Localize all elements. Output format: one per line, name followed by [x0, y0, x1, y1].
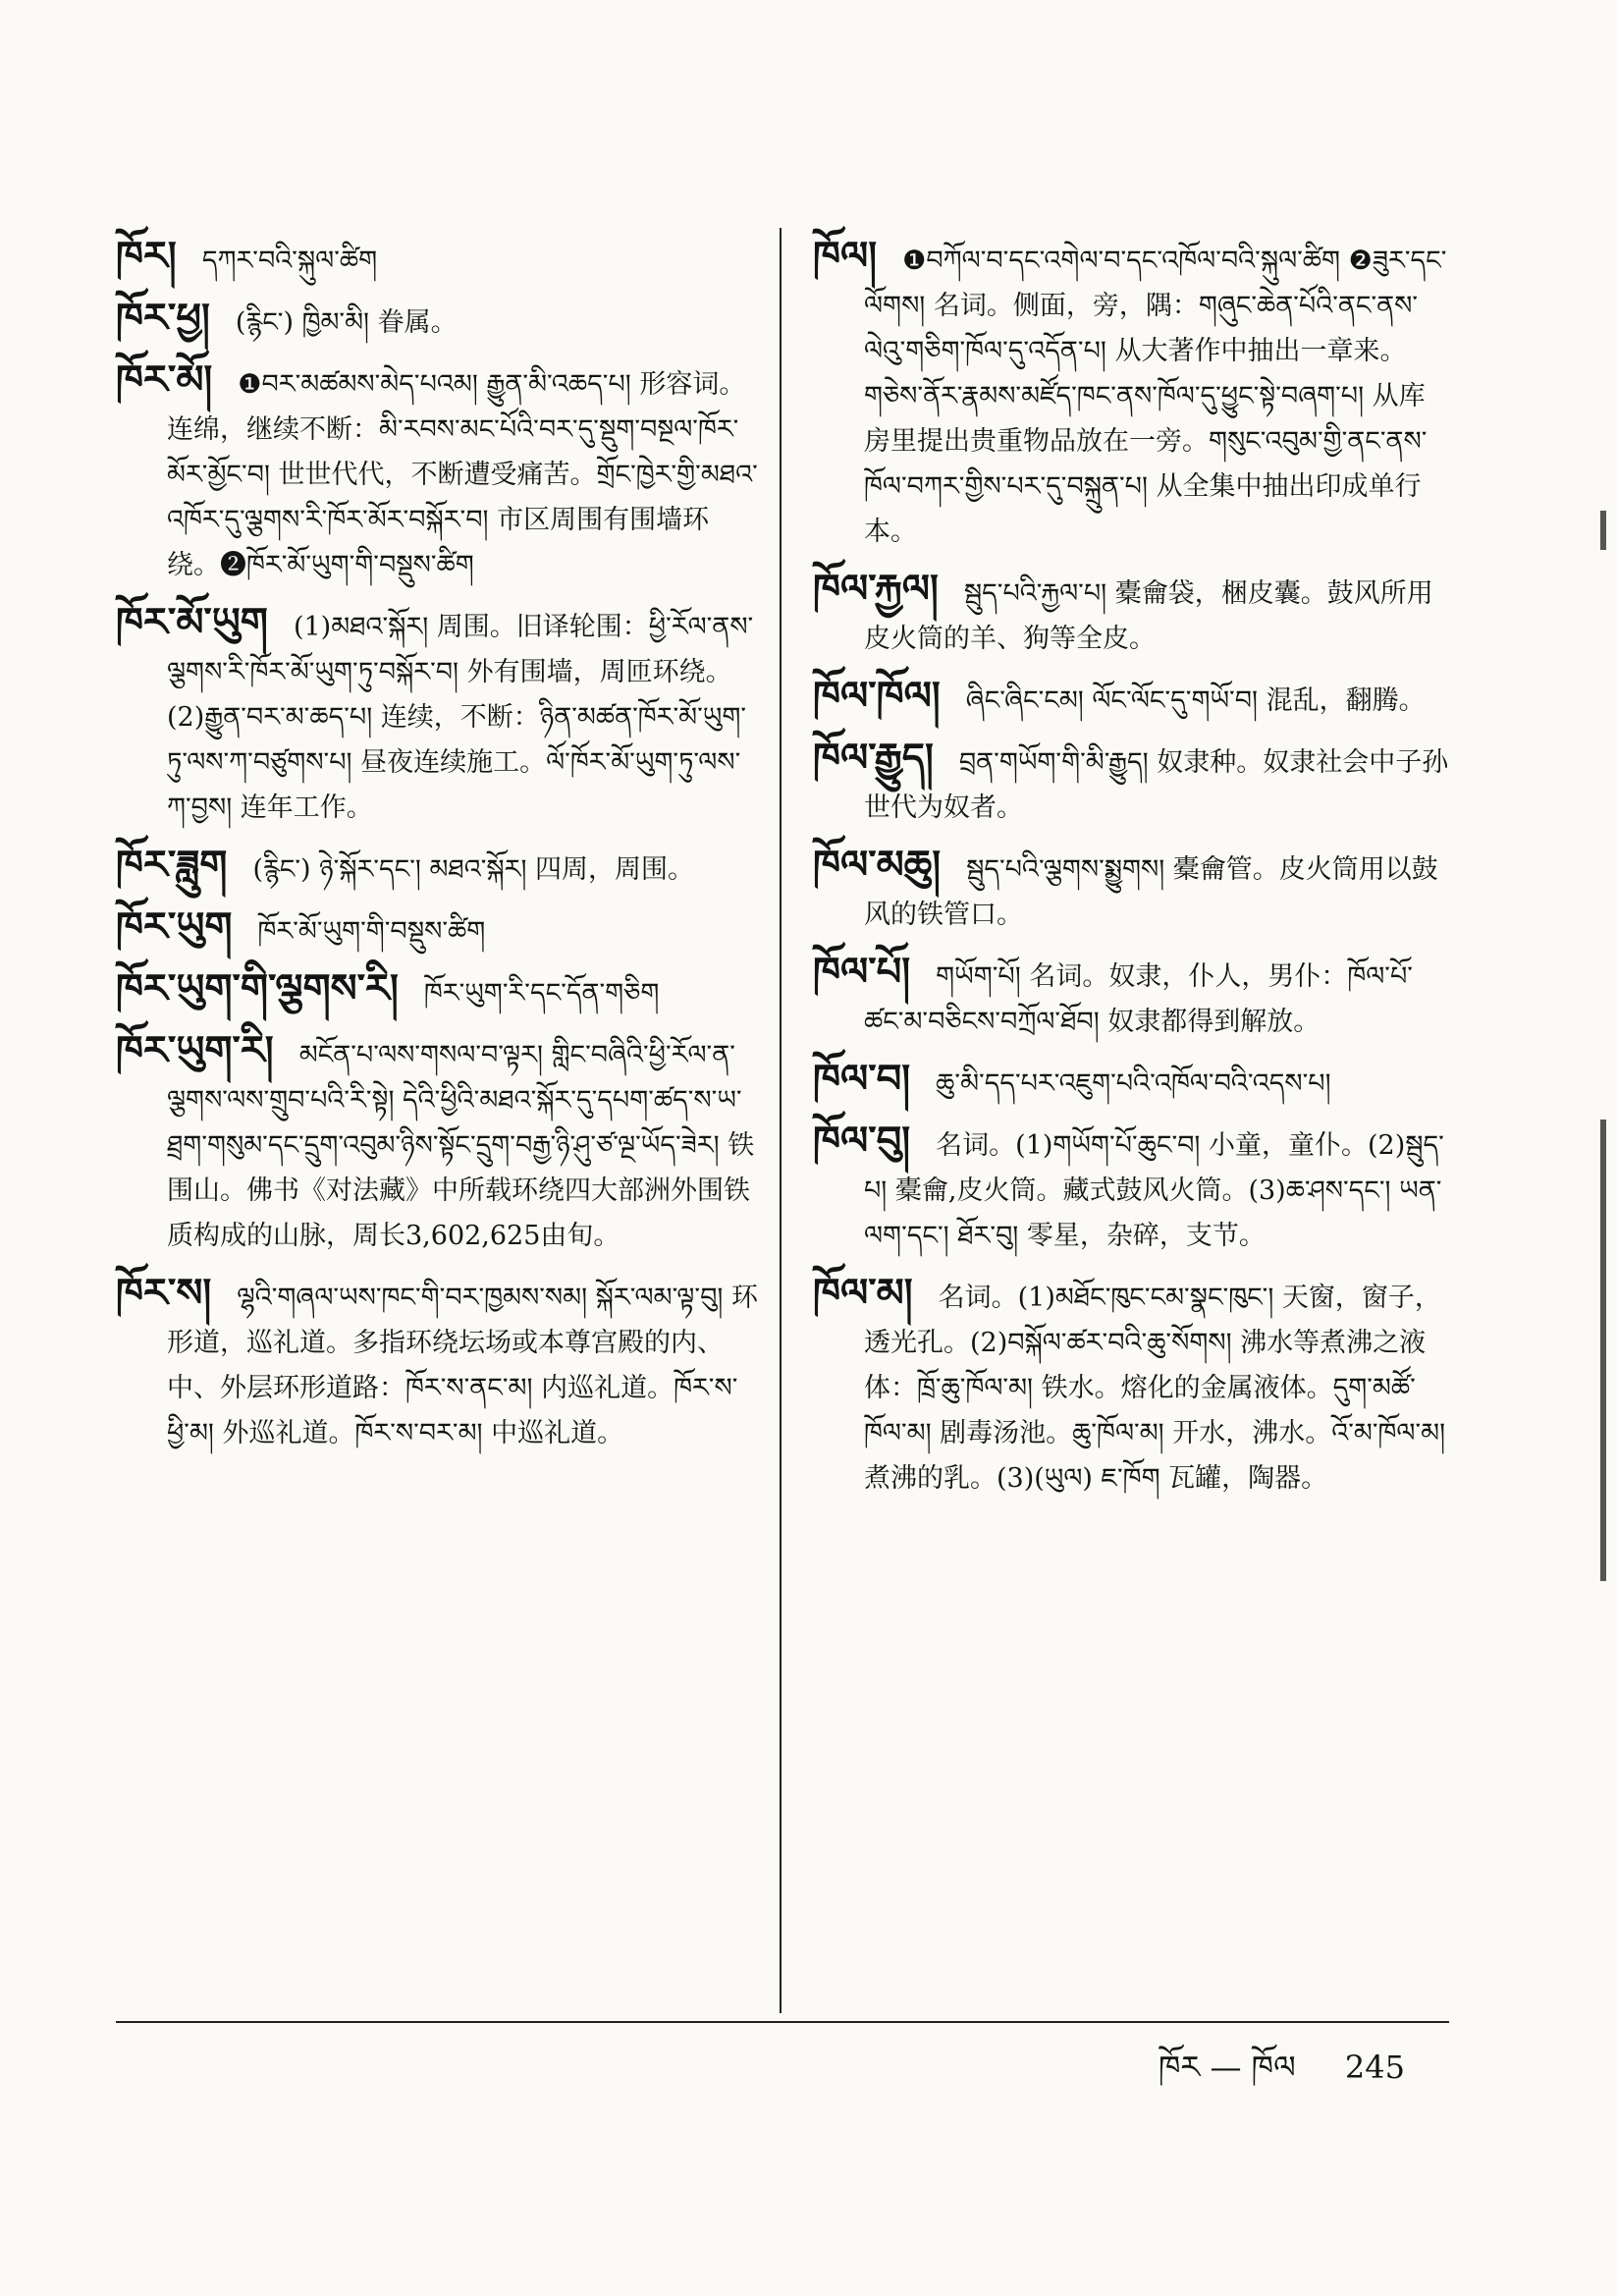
dictionary-entry — [813, 843, 1449, 938]
dictionary-entry — [116, 234, 759, 284]
dictionary-entry — [813, 950, 1449, 1045]
dictionary-entry — [116, 966, 759, 1016]
definition: ❶བར་མཚམས་མེད་པའམ། རྒྱུན་མི་འཆད་པ། 形容词。连绵，继续不断：མི་རབས་མང་པོའི་བར་དུ་སྡུག་བསྔལ་ཁོར་མོར་མྱོང་བ། 世世代代，不断遭受痛苦。གྲོང་ཁྱེར་གྱི་མཐའ་འཁོར་དུ་ལྕགས་རི་ཁོར་མོར་བསྐོར་བ། 市区周围有围墙环绕。❷ཁོར་མོ་ཡུག་གི་བསྡུས་ཚིག — [167, 369, 758, 580]
headword: ཁོར་ཟླུག — [116, 842, 228, 888]
headword: ཁོལ་མཆུ། — [813, 842, 942, 888]
dictionary-entry — [813, 1271, 1449, 1502]
definition: ❶བཀོལ་བ་དང་འགེལ་བ་དང་འཁོལ་བའི་སྐུལ་ཚིག ❷ཟུར་དང་ལོགས། 名词。侧面，旁，隅：གཞུང་ཆེན་པོའི་ནང་ནས་ལེའུ་གཅིག་ཁོལ་དུ་འདོན་པ། 从大著作中抽出一章来。གཅེས་ནོར་རྣམས་མཛོད་ཁང་ནས་ཁོལ་དུ་ཕྱུང་སྟེ་བཞག་པ། 从库房里提出贵重物品放在一旁。གསུང་འབུམ་གྱི་ནང་ནས་ཁོལ་བཀར་གྱིས་པར་དུ་བསྐྲུན་པ། 从全集中抽出印成单行本。 — [864, 246, 1447, 547]
headword: ཁོལ་པོ། — [813, 949, 911, 995]
dictionary-entry — [813, 234, 1449, 555]
column-divider — [780, 228, 782, 2013]
dictionary-entry — [813, 1057, 1449, 1107]
dictionary-entry — [116, 1028, 759, 1259]
scan-edge-mark — [1600, 1120, 1606, 1581]
definition: གཡོག་པོ། 名词。奴隶，仆人，男仆：ཁོལ་པོ་ཚང་མ་བཅིངས་བཀྲོལ་ཐོབ། 奴隶都得到解放。 — [864, 961, 1413, 1037]
headword: ཁོར་མོ། — [116, 356, 213, 403]
headword: ཁོར་ཡུག — [116, 903, 233, 950]
headword: ཁོར་ས། — [116, 1270, 212, 1316]
definition: བྲན་གཡོག་གི་མི་རྒྱུད། 奴隶种。奴隶社会中子孙世代为奴者。 — [864, 747, 1449, 823]
definition: སྦུད་པའི་རྐྱལ་པ། 橐龠袋，梱皮囊。鼓风所用皮火筒的羊、狗等全皮。 — [864, 578, 1433, 654]
headword: ཁོར་ཕྱ། — [116, 295, 210, 341]
headword: ཁོལ་མ། — [813, 1270, 913, 1316]
left-column — [116, 234, 759, 1468]
headword: ཁོལ་ཁོལ། — [813, 673, 941, 719]
dictionary-entry — [813, 1119, 1449, 1259]
headword: ཁོལ་རྐྱལ། — [813, 566, 939, 612]
right-column — [813, 234, 1449, 1513]
page-footer — [1159, 2033, 1405, 2121]
definition: ཆུ་མི་དད་པར་འཇུག་པའི་འཁོལ་བའི་འདས་པ། — [936, 1068, 1331, 1099]
dictionary-entry — [116, 296, 759, 346]
headword: ཁོར་ཡུག་གི་ལྕགས་རི། — [116, 965, 399, 1011]
headword: ཁོར་ཡུག་རི། — [116, 1027, 274, 1073]
definition: ཞིང་ཞིང་ངམ། ལོང་ལོང་དུ་གཡོ་བ། 混乱，翻腾。 — [965, 685, 1426, 716]
dictionary-entry — [116, 600, 759, 831]
footer-rule — [116, 2021, 1449, 2023]
scan-edge-mark — [1600, 511, 1606, 550]
headword: ཁོལ་བ། — [813, 1056, 911, 1102]
definition: (རྙིང་) ཉེ་སྐོར་དང་། མཐའ་སྐོར། 四周，周围。 — [252, 854, 695, 885]
dictionary-entry — [813, 674, 1449, 724]
dictionary-entry — [116, 357, 759, 588]
dictionary-entry — [116, 904, 759, 955]
dictionary-entry — [116, 843, 759, 893]
definition: དཀར་བའི་སྐུལ་ཚིག — [201, 246, 378, 276]
dictionary-entry — [813, 736, 1449, 831]
guide-words: ཁོར — ཁོལ — [1159, 2049, 1296, 2086]
page-number: 245 — [1344, 2049, 1405, 2086]
definition: (1)མཐའ་སྐོར། 周围。旧译轮围：ཕྱི་རོལ་ནས་ལྕགས་རི་ཁོར་མོ་ཡུག་ཏུ་བསྐོར་བ། 外有围墙，周匝环绕。(2)རྒྱུན་བར་མ་ཆད་པ། 连续，不断：ཉིན་མཚན་ཁོར་མོ་ཡུག་ཏུ་ལས་ཀ་བཙུགས་པ། 昼夜连续施工。ལོ་ཁོར་མོ་ཡུག་ཏུ་ལས་ཀ་བྱས། 连年工作。 — [167, 612, 754, 823]
definition: ཁོར་ཡུག་རི་དང་དོན་གཅིག — [423, 978, 660, 1009]
definition: 名词。(1)གཡོག་པོ་ཆུང་བ། 小童，童仆。(2)སྦུད་པ། 橐龠,皮火筒。藏式鼓风火筒。(3)ཆ་ཤས་དང་། ཡན་ལག་དང་། ཐོར་བུ། 零星，杂碎，支节。 — [864, 1130, 1444, 1251]
headword: ཁོལ། — [813, 233, 878, 279]
definition: (རྙིང་) ཁྱིམ་མི། 眷属。 — [235, 307, 458, 338]
definition: 名词。(1)མཐོང་ཁུང་ངམ་སྣང་ཁུང་། 天窗，窗子，透光孔。(2)བསྐོལ་ཚར་བའི་ཆུ་སོགས། 沸水等煮沸之液体：ཁྲོ་ཆུ་ཁོལ་མ། 铁水。熔化的金属液体。དུག་མཚོ་ཁོལ་མ། 剧毒汤池。ཆུ་ཁོལ་མ། 开水，沸水。འོ་མ་ཁོལ་མ། 煮沸的乳。(3)(ཡུལ) ཇ་ཁོག 瓦罐，陶器。 — [864, 1283, 1446, 1494]
headword: ཁོལ་རྒྱུད། — [813, 735, 934, 781]
definition: ལྷའི་གཞལ་ཡས་ཁང་གི་བར་ཁྱམས་སམ། སྐོར་ལམ་ལྟ་བུ། 环形道，巡礼道。多指环绕坛场或本尊宫殿的内、中、外层环形道路：ཁོར་ས་ནང་མ། 内巡礼道。ཁོར་ས་ཕྱི་མ། 外巡礼道。ཁོར་ས་བར་མ། 中巡礼道。 — [167, 1283, 758, 1449]
headword: ཁོལ་བུ། — [813, 1118, 911, 1164]
dictionary-entry — [116, 1271, 759, 1456]
definition: མངོན་པ་ལས་གསལ་བ་ལྟར། གླིང་བཞིའི་ཕྱི་རོལ་ན་ལྕགས་ལས་གྲུབ་པའི་རི་སྟེ། དེའི་ཕྱིའི་མཐའ་སྐོར་དུ་དཔག་ཚད་ས་ཡ་ཐྲག་གསུམ་དང་དྲུག་འབུམ་ཉིས་སྟོང་དྲུག་བརྒྱ་ཉི་ཤུ་ཙ་ལྔ་ཡོད་ཟེར། 铁围山。佛书《对法藏》中所载环绕四大部洲外围铁质构成的山脉，周长3,602,625由旬。 — [167, 1040, 755, 1251]
headword: ཁོར། — [116, 233, 177, 279]
definition: ཁོར་མོ་ཡུག་གི་བསྡུས་ཚིག — [257, 916, 486, 947]
dictionary-entry — [813, 567, 1449, 662]
headword: ཁོར་མོ་ཡུག — [116, 599, 268, 645]
definition: སྦུད་པའི་ལྕགས་སྨྱུགས། 橐龠管。皮火筒用以鼓风的铁管口。 — [864, 854, 1438, 930]
